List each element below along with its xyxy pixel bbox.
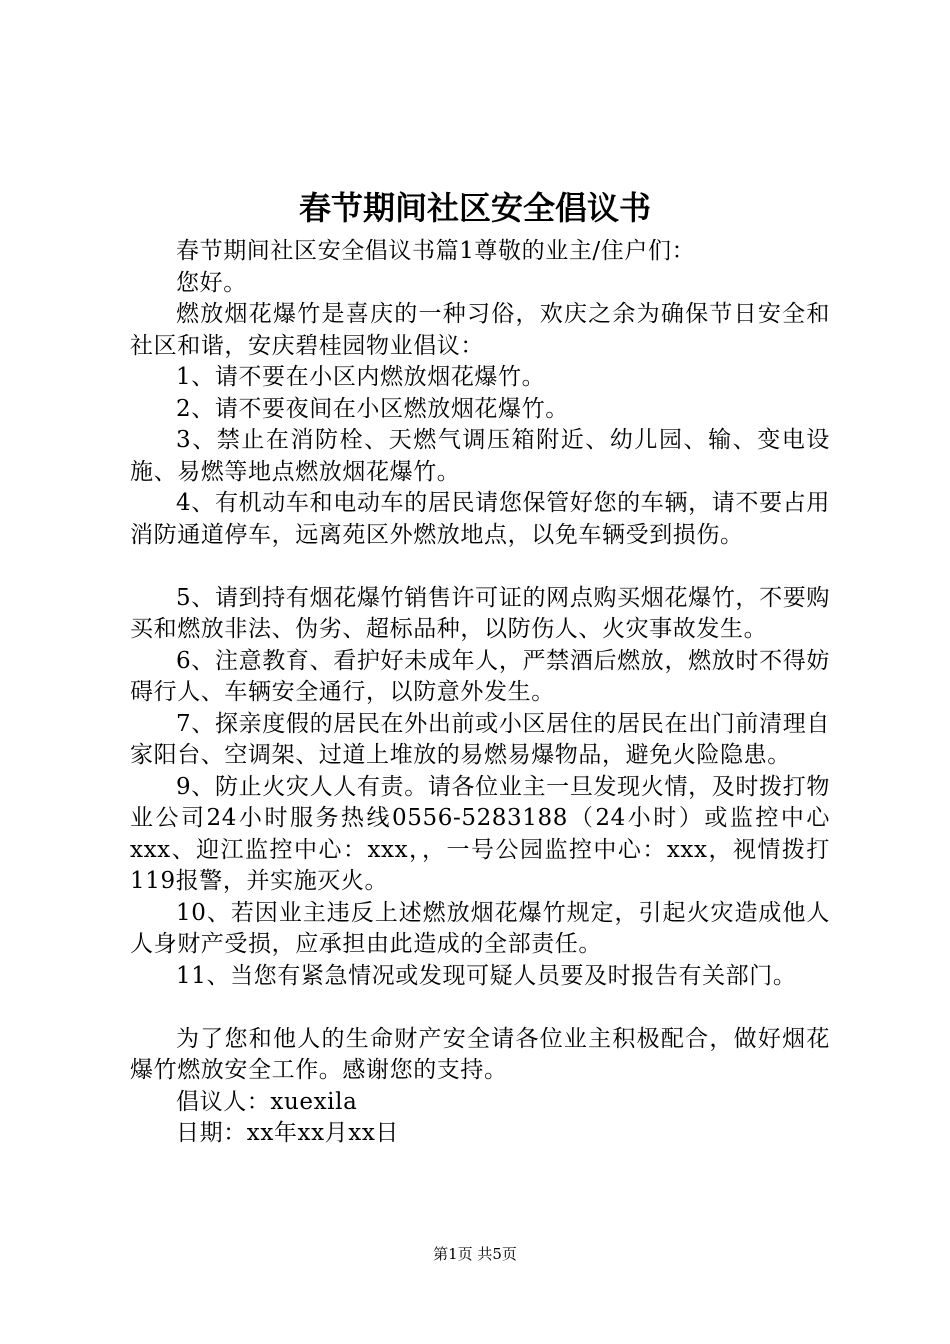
- greeting-paragraph: 您好。: [176, 269, 247, 296]
- item-paragraph-11: 11、当您有紧急情况或发现可疑人员要及时报告有关部门。: [176, 962, 797, 989]
- item-paragraph-3: 3、禁止在消防栓、天燃气调压箱附近、幼儿园、输、变电设施、易燃等地点燃放烟花爆竹。: [130, 427, 830, 485]
- item-paragraph-4: 4、有机动车和电动车的居民请您保管好您的车辆，请不要占用消防通道停车，远离苑区外燃放地点，以免车辆受到损伤。: [130, 490, 830, 548]
- item-paragraph-9: 9、防止火灾人人有责。请各位业主一旦发现火情，及时拨打物业公司24小时服务热线0556-5283188（24小时）或监控中心xxx、迎江监控中心：xxx，，一号公园监控中心：xxx，视情拨打119报警，并实施灭火。: [130, 773, 830, 894]
- item-paragraph-2: 2、请不要夜间在小区燃放烟花爆竹。: [176, 395, 569, 422]
- page-number-footer: 第1页 共5页: [433, 1245, 517, 1263]
- intro-paragraph: 燃放烟花爆竹是喜庆的一种习俗，欢庆之余为确保节日安全和社区和谐，安庆碧桂园物业倡议：: [130, 301, 830, 359]
- item-paragraph-6: 6、注意教育、看护好未成年人，严禁酒后燃放，燃放时不得妨碍行人、车辆安全通行，以防意外发生。: [130, 647, 830, 705]
- salutation-paragraph: 春节期间社区安全倡议书篇1尊敬的业主/住户们：: [176, 238, 696, 264]
- blank-line: [130, 551, 830, 583]
- item-paragraph-7: 7、探亲度假的居民在外出前或小区居住的居民在出门前清理自家阳台、空调架、过道上堆放的易燃易爆物品，避免火险隐患。: [130, 710, 830, 768]
- item-paragraph-5: 5、请到持有烟花爆竹销售许可证的网点购买烟花爆竹，不要购买和燃放非法、伪劣、超标品种，以防伤人、火灾事故发生。: [130, 584, 830, 642]
- item-paragraph-1: 1、请不要在小区内燃放烟花爆竹。: [176, 364, 546, 390]
- item-paragraph-10: 10、若因业主违反上述燃放烟花爆竹规定，引起火灾造成他人人身财产受损，应承担由此造成的全部责任。: [130, 899, 830, 957]
- blank-line: [130, 992, 830, 1024]
- date-line: 日期：xx年xx月xx日: [176, 1120, 400, 1146]
- closing-paragraph: 为了您和他人的生命财产安全请各位业主积极配合，做好烟花爆竹燃放安全工作。感谢您的支持。: [130, 1025, 830, 1083]
- signer-line: 倡议人：xuexila: [176, 1088, 358, 1115]
- document-title: 春节期间社区安全倡议书: [298, 189, 651, 227]
- document-body: [130, 236, 830, 1150]
